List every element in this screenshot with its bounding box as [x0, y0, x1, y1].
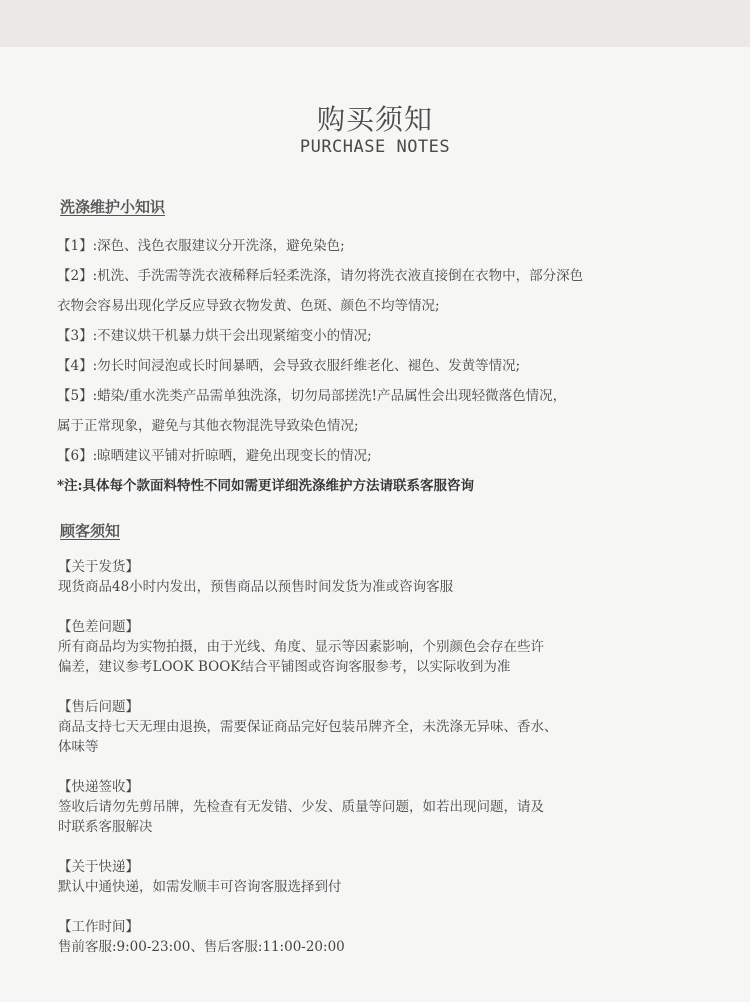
- care-item-2: 【2】:机洗、手洗需等洗衣液稀释后轻柔洗涤，请勿将洗衣液直接倒在衣物中，部分深色: [57, 268, 584, 284]
- page-title: 购买须知: [316, 103, 433, 136]
- notice-after-sales: [58, 697, 718, 757]
- notice-shipping: [58, 557, 718, 597]
- notice-line: 现货商品48小时内发出，预售商品以预售时间发货为准或咨询客服: [58, 579, 454, 595]
- notice-delivery-receipt: [58, 777, 718, 837]
- care-item-2-continued: 衣物会容易出现化学反应导致衣物发黄、色斑、颜色不均等情况;: [57, 298, 440, 314]
- care-item-6: 【6】:晾晒建议平铺对折晾晒，避免出现变长的情况;: [57, 448, 372, 464]
- notice-line: 商品支持七天无理由退换，需要保证商品完好包装吊牌齐全，未洗涤无异味、香水、: [58, 719, 558, 735]
- notice-line: 售前客服:9:00-23:00、售后客服:11:00-20:00: [58, 939, 345, 955]
- notice-line: 偏差，建议参考LOOK BOOK结合平铺图或咨询客服参考，以实际收到为准: [58, 659, 511, 675]
- notice-line: 所有商品均为实物拍摄，由于光线、角度、显示等因素影响，个别颜色会存在些许: [58, 639, 544, 655]
- notice-title: 【快递签收】: [58, 779, 139, 795]
- notice-line: 签收后请勿先剪吊牌，先检查有无发错、少发、质量等问题，如若出现问题，请及: [58, 799, 544, 815]
- care-item-5-continued: 属于正常现象，避免与其他衣物混洗导致染色情况;: [57, 418, 359, 434]
- notice-title: 【工作时间】: [58, 919, 139, 935]
- care-item-3: 【3】:不建议烘干机暴力烘干会出现紧缩变小的情况;: [57, 328, 372, 344]
- notice-courier: [58, 857, 718, 897]
- notice-title: 【色差问题】: [58, 619, 139, 635]
- care-item-1: 【1】:深色、浅色衣服建议分开洗涤，避免染色;: [57, 238, 345, 254]
- notice-title: 【关于快递】: [58, 859, 139, 875]
- care-item-4: 【4】:勿长时间浸泡或长时间暴晒，会导致衣服纤维老化、褪色、发黄等情况;: [57, 358, 521, 374]
- notice-line: 默认中通快递，如需发顺丰可咨询客服选择到付: [58, 879, 342, 895]
- customer-section-heading: 顾客须知: [60, 522, 121, 540]
- notice-line: 时联系客服解决: [58, 819, 153, 835]
- page-subtitle: PURCHASE NOTES: [299, 137, 451, 157]
- care-item-5: 【5】:蜡染/重水洗类产品需单独洗涤，切勿局部搓洗!产品属性会出现轻微落色情况，: [57, 388, 567, 404]
- care-note: *注:具体每个款面料特性不同如需更详细洗涤维护方法请联系客服咨询: [57, 478, 475, 494]
- notice-line: 体味等: [58, 739, 99, 755]
- notice-color-difference: [58, 617, 718, 677]
- top-band: [0, 0, 750, 47]
- care-section-heading: 洗涤维护小知识: [60, 198, 166, 216]
- notice-title: 【售后问题】: [58, 699, 139, 715]
- notice-title: 【关于发货】: [58, 559, 139, 575]
- notice-working-hours: [58, 917, 718, 957]
